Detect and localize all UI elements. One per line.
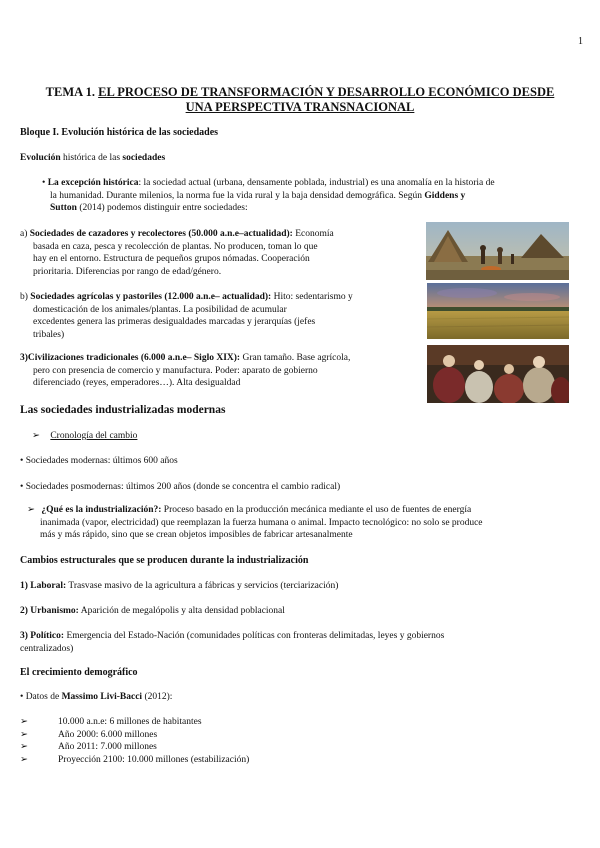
arrow-icon: ➢ [32, 431, 40, 441]
industrializacion-l2: inanimada (vapor, electricidad) que reemplazan la fuerza humana o animal. Impacto tecnológico: no solo se produce [40, 517, 483, 528]
politico-bold: 3) Político: [20, 631, 65, 641]
politico-item [20, 630, 585, 655]
crecimiento-heading: El crecimiento demográfico [20, 667, 138, 678]
title-prefix: TEMA 1. [45, 85, 99, 99]
laboral-item [20, 580, 338, 593]
sociedad-cazadores [20, 228, 420, 278]
urbanismo-bold: 2) Urbanismo: [20, 606, 79, 616]
agricolas-title: Sociedades agrícolas y pastoriles (12.000 a.n.e– actualidad): [30, 292, 272, 302]
marker-a: a) [20, 229, 28, 239]
marker-c: 3) [20, 353, 28, 363]
industrializacion-l1: Proceso basado en la producción mecánica mediante el uso de fuentes de energía [161, 505, 472, 515]
urbanismo-item [20, 605, 285, 618]
datos-post: (2012): [142, 692, 173, 702]
evolucion-bold1: Evolución [20, 153, 61, 163]
evolucion-text: histórica de las [60, 153, 123, 163]
laboral-text: Trasvase masivo de la agricultura a fábricas y servicios (terciarización) [66, 581, 339, 591]
list-item [20, 741, 420, 754]
industrial-heading: Las sociedades industrializadas modernas [20, 404, 226, 416]
royal-court-image [427, 345, 569, 403]
civilizaciones-l3: diferenciado (reyes, emperadores…). Alta desigualdad [33, 378, 241, 388]
cronologia-label: Cronología del cambio [50, 431, 138, 441]
politico-l1: Emergencia del Estado-Nación (comunidades políticas con fronteras delimitadas, leyes y gobiernos [64, 631, 445, 641]
posmodernas-item: • Sociedades posmodernas: últimos 200 años (donde se concentra el cambio radical) [20, 482, 341, 492]
cazadores-l4: prioritaria. Diferencias por rango de edad/género. [33, 266, 222, 277]
list-item-text: 10.000 a.n.e: 6 millones de habitantes [58, 717, 202, 727]
civilizaciones-l1: Gran tamaño. Base agrícola, [240, 353, 351, 363]
bullet: • [42, 178, 46, 188]
excepcion-text3: (2014) podemos distinguir entre sociedades: [76, 203, 248, 213]
cronologia-item [32, 430, 137, 443]
arrow-icon: ➢ [20, 742, 28, 753]
civilizaciones-l2: pero con presencia de comercio y manufactura. Poder: aparato de gobierno [33, 365, 318, 376]
urbanismo-text: Aparición de megalópolis y alta densidad poblacional [78, 606, 285, 616]
laboral-bold: 1) Laboral: [20, 581, 67, 591]
excepcion-bold: La excepción histórica [47, 178, 139, 188]
cambios-heading: Cambios estructurales que se producen durante la industrialización [20, 555, 309, 566]
industrializacion-bold: ¿Qué es la industrialización?: [41, 505, 162, 515]
excepcion-paragraph [42, 177, 582, 215]
arrow-icon: ➢ [20, 754, 28, 765]
cazadores-title: Sociedades de cazadores y recolectores (50.000 a.n.e–actualidad): [29, 229, 293, 239]
page-number: 1 [578, 36, 583, 47]
bloque-heading: Bloque I. Evolución histórica de las sociedades [20, 127, 219, 138]
excepcion-bold2: Giddens y [424, 190, 466, 201]
excepcion-text2: la humanidad. Durante milenios, la norma fue la vida rural y la baja densidad demográfica. Según [50, 190, 425, 201]
demografia-list [20, 716, 420, 766]
politico-l2: centralizados) [20, 643, 74, 654]
agricolas-l4: tribales) [33, 329, 65, 340]
arrow-icon: ➢ [20, 729, 28, 740]
cazadores-l1: Economía [292, 229, 334, 239]
hunter-gatherers-image [426, 222, 569, 280]
list-item [20, 716, 420, 729]
list-item-text: Proyección 2100: 10.000 millones (estabilización) [58, 754, 250, 765]
page-title [20, 85, 580, 115]
title-line1: EL PROCESO DE TRANSFORMACIÓN Y DESARROLLO ECONÓMICO DESDE [98, 85, 555, 99]
datos-item [20, 691, 172, 704]
agricolas-l1: Hito: sedentarismo y [271, 292, 353, 302]
modernas-item: • Sociedades modernas: últimos 600 años [20, 456, 178, 466]
cazadores-l2: basada en caza, pesca y recolección de plantas. No producen, toman lo que [33, 241, 318, 252]
civilizaciones-tradicionales [20, 352, 425, 390]
sociedad-agricolas [20, 291, 425, 341]
arrow-icon: ➢ [20, 717, 28, 727]
excepcion-text1: : la sociedad actual (urbana, densamente poblada, industrial) es una anomalía en la historia de [138, 178, 495, 188]
civilizaciones-title: Civilizaciones tradicionales (6.000 a.n.e– Siglo XIX): [27, 353, 241, 363]
list-item [20, 729, 420, 742]
datos-pre: • Datos de [20, 692, 62, 702]
excepcion-bold3: Sutton [50, 203, 77, 213]
marker-b: b) [20, 292, 28, 302]
title-line2: UNA PERSPECTIVA TRANSNACIONAL [185, 100, 415, 114]
list-item-text: Año 2000: 6.000 millones [58, 729, 158, 740]
agricolas-l3: excedentes genera las primeras desigualdades marcadas y jerarquías (jefes [33, 317, 316, 327]
list-item [20, 754, 420, 767]
evolucion-heading [20, 152, 165, 165]
evolucion-bold2: sociedades [122, 153, 166, 163]
list-item-text: Año 2011: 7.000 millones [58, 742, 157, 753]
agriculture-field-image [427, 283, 569, 339]
industrializacion-paragraph [27, 504, 587, 542]
arrow-icon: ➢ [27, 505, 35, 515]
agricolas-l2: domesticación de los animales/plantas. La posibilidad de acumular [33, 304, 287, 315]
datos-author: Massimo Livi-Bacci [61, 692, 143, 702]
cazadores-l3: hay en el entorno. Estructura de pequeños grupos nómadas. Cooperación [33, 254, 310, 264]
industrializacion-l3: más y más rápido, sino que se crean objetos imposibles de fabricar artesanalmente [40, 530, 353, 540]
